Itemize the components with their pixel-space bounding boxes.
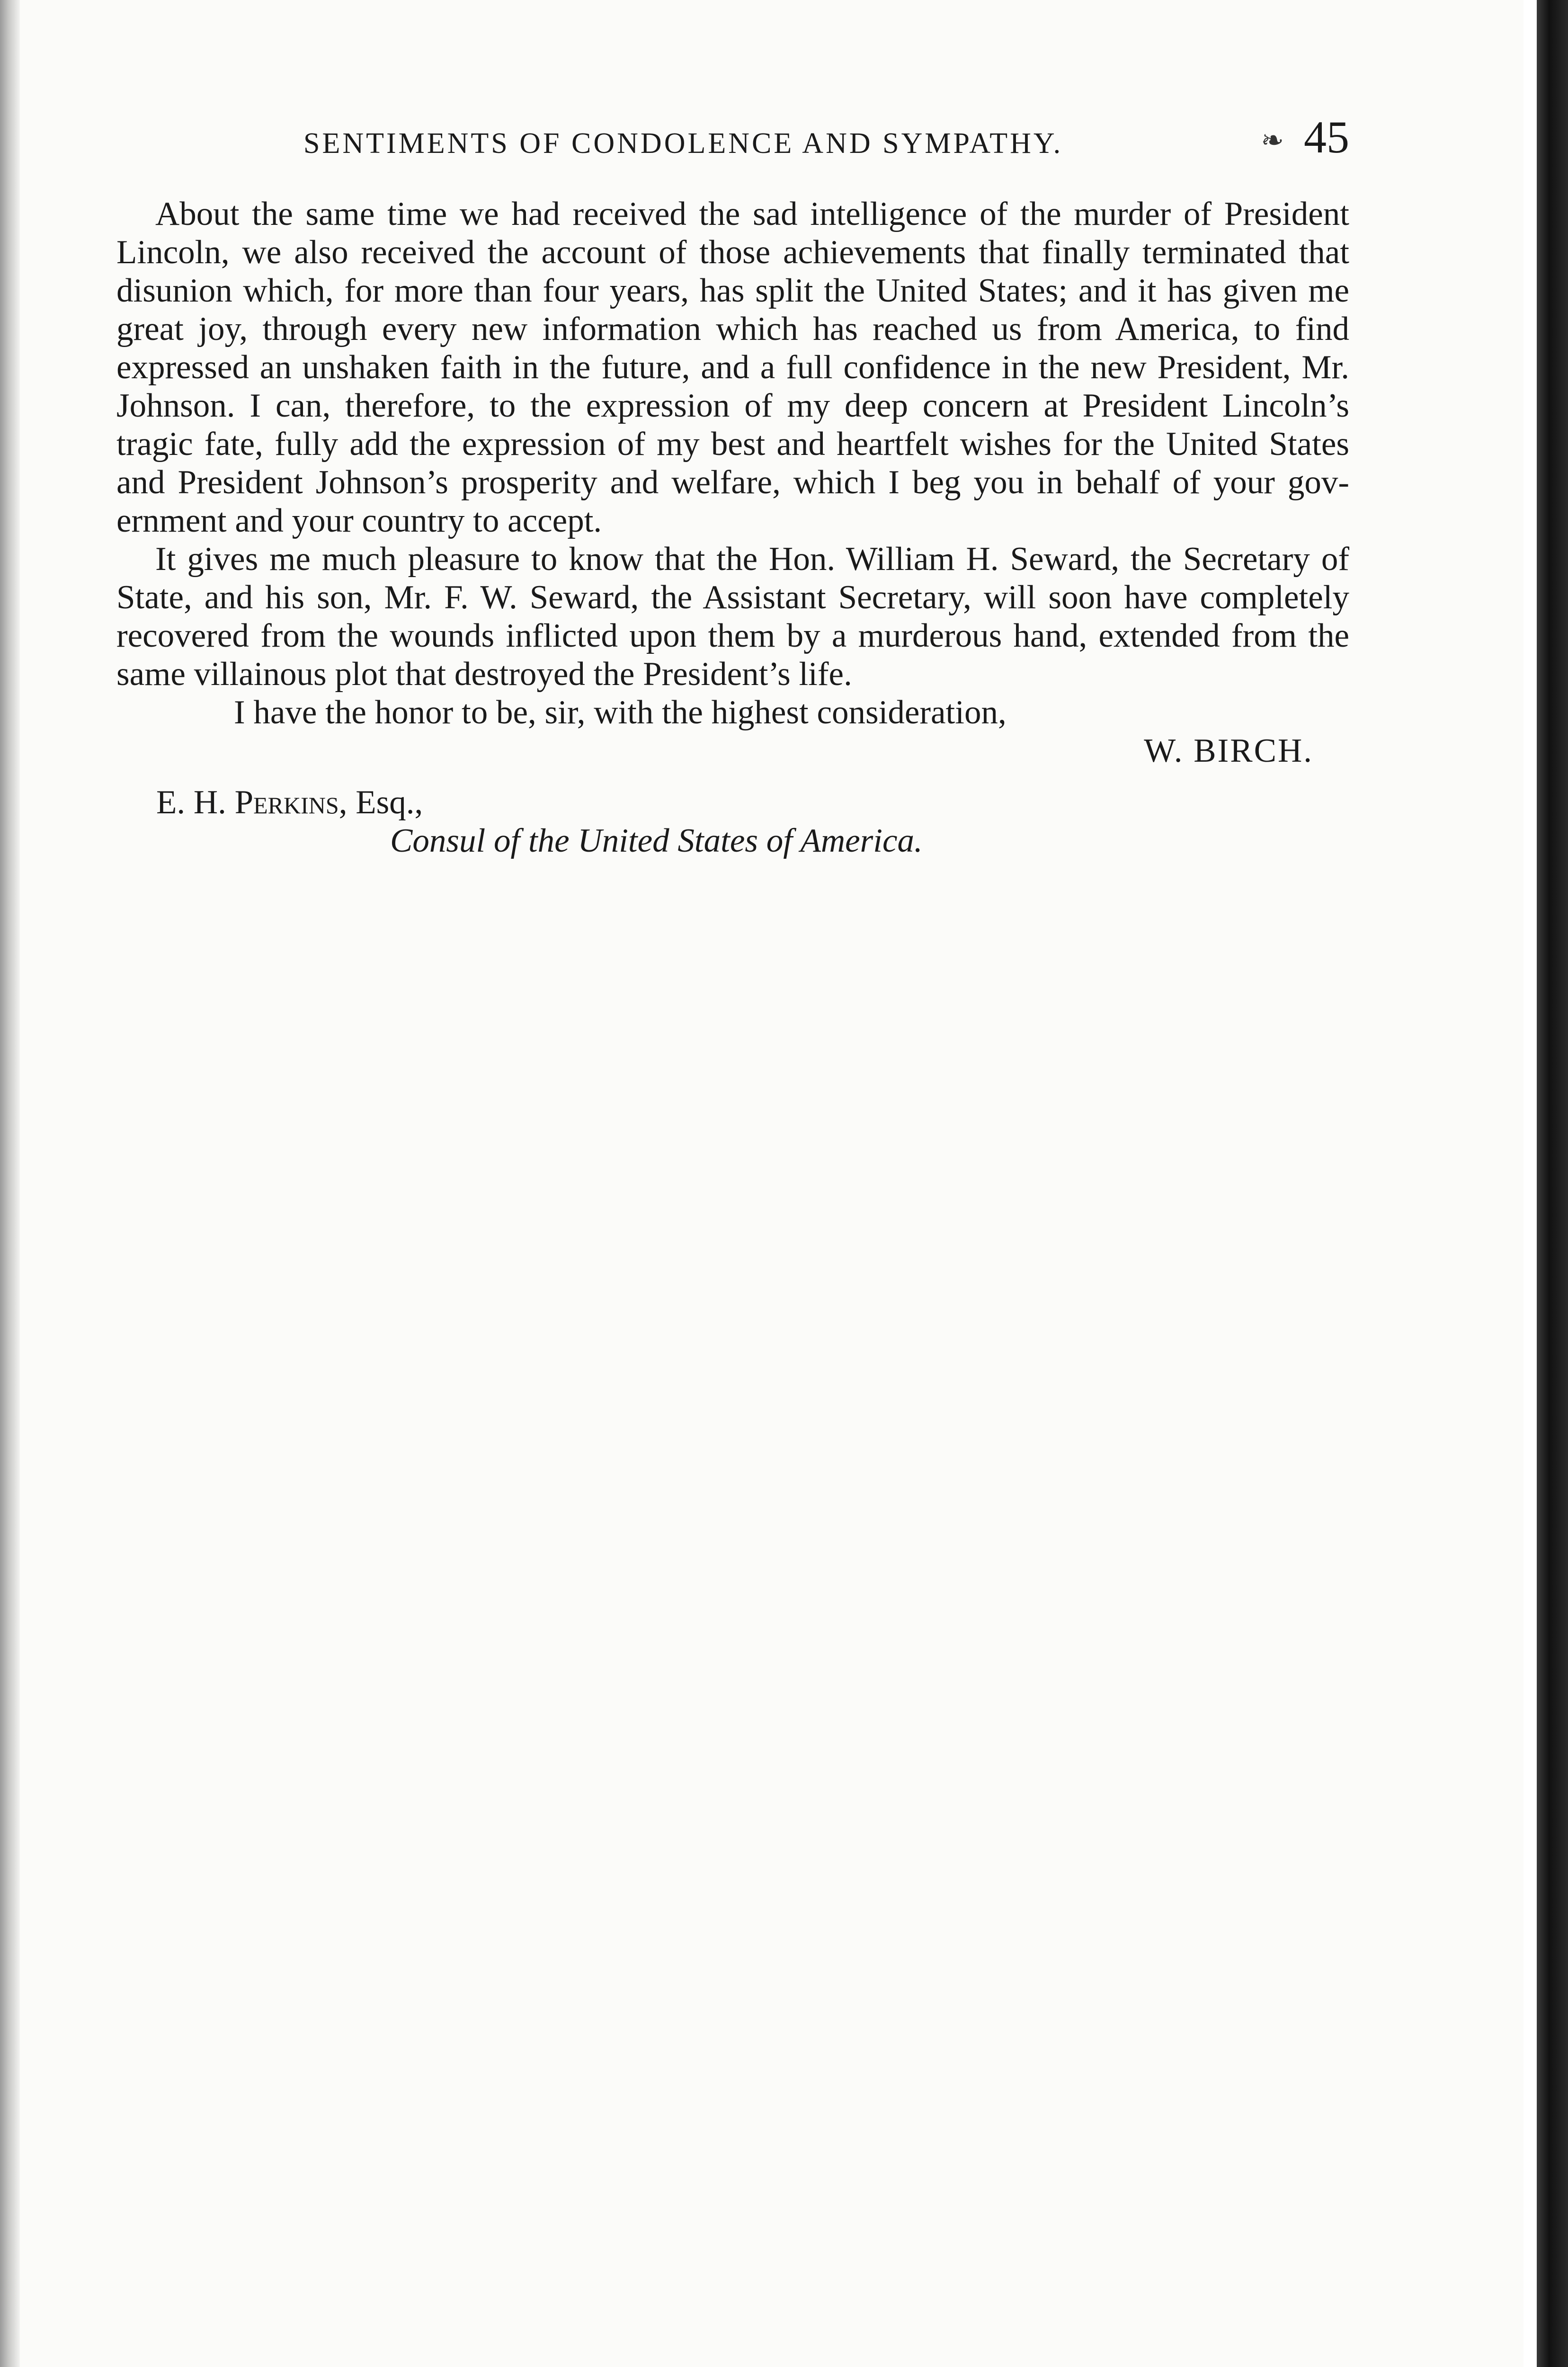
page-gutter (1523, 0, 1537, 2367)
addressee-name: E. H. Perkins (156, 784, 339, 821)
printer-ornament-icon: ❧ (1261, 124, 1284, 156)
running-head (116, 114, 1349, 166)
running-title: SENTIMENTS OF CONDOLENCE AND SYMPATHY. (303, 127, 1063, 160)
addressee-suffix: , Esq., (339, 784, 423, 821)
book-spine-edge (1537, 0, 1568, 2367)
addressee-block (116, 783, 1349, 860)
addressee-name-line (156, 783, 1349, 822)
signature: W. BIRCH. (1144, 732, 1313, 769)
page-left-edge (0, 0, 20, 2367)
letter-body (116, 195, 1349, 694)
closing-line: I have the honor to be, sir, with the highest consideration, (234, 694, 1007, 731)
addressee-title: Consul of the United States of America. (390, 822, 923, 859)
paragraph-2: It gives me much pleasure to know that the Hon. William H. Seward, the Secretary of State, and his son, Mr. F. W. Seward, the Assistant Secretary, will soon have completely recovered from the wounds inflicted upon them by a murderous hand, extended from the same villainous plot that destroyed the President’s life. (116, 541, 1349, 693)
page-text-block (116, 114, 1349, 860)
page-number: 45 (1304, 112, 1349, 162)
paragraph-1: About the same time we had received the sad intelligence of the murder of President Lincoln, we also received the account of those achievements that finally terminated that disunion which, for more than four years, has split the United States; and it has given me great joy, through every new information which has reached us from America, to find expressed an unshaken faith in the future, and a full confidence in the new President, Mr. Johnson. I can, therefore, to the expression of my deep concern at President Lincoln’s tragic fate, fully add the expression of my best and heartfelt wishes for the United States and President Johnson’s prosperity and welfare, which I beg you in behalf of your government and your country to accept. (116, 196, 1349, 539)
